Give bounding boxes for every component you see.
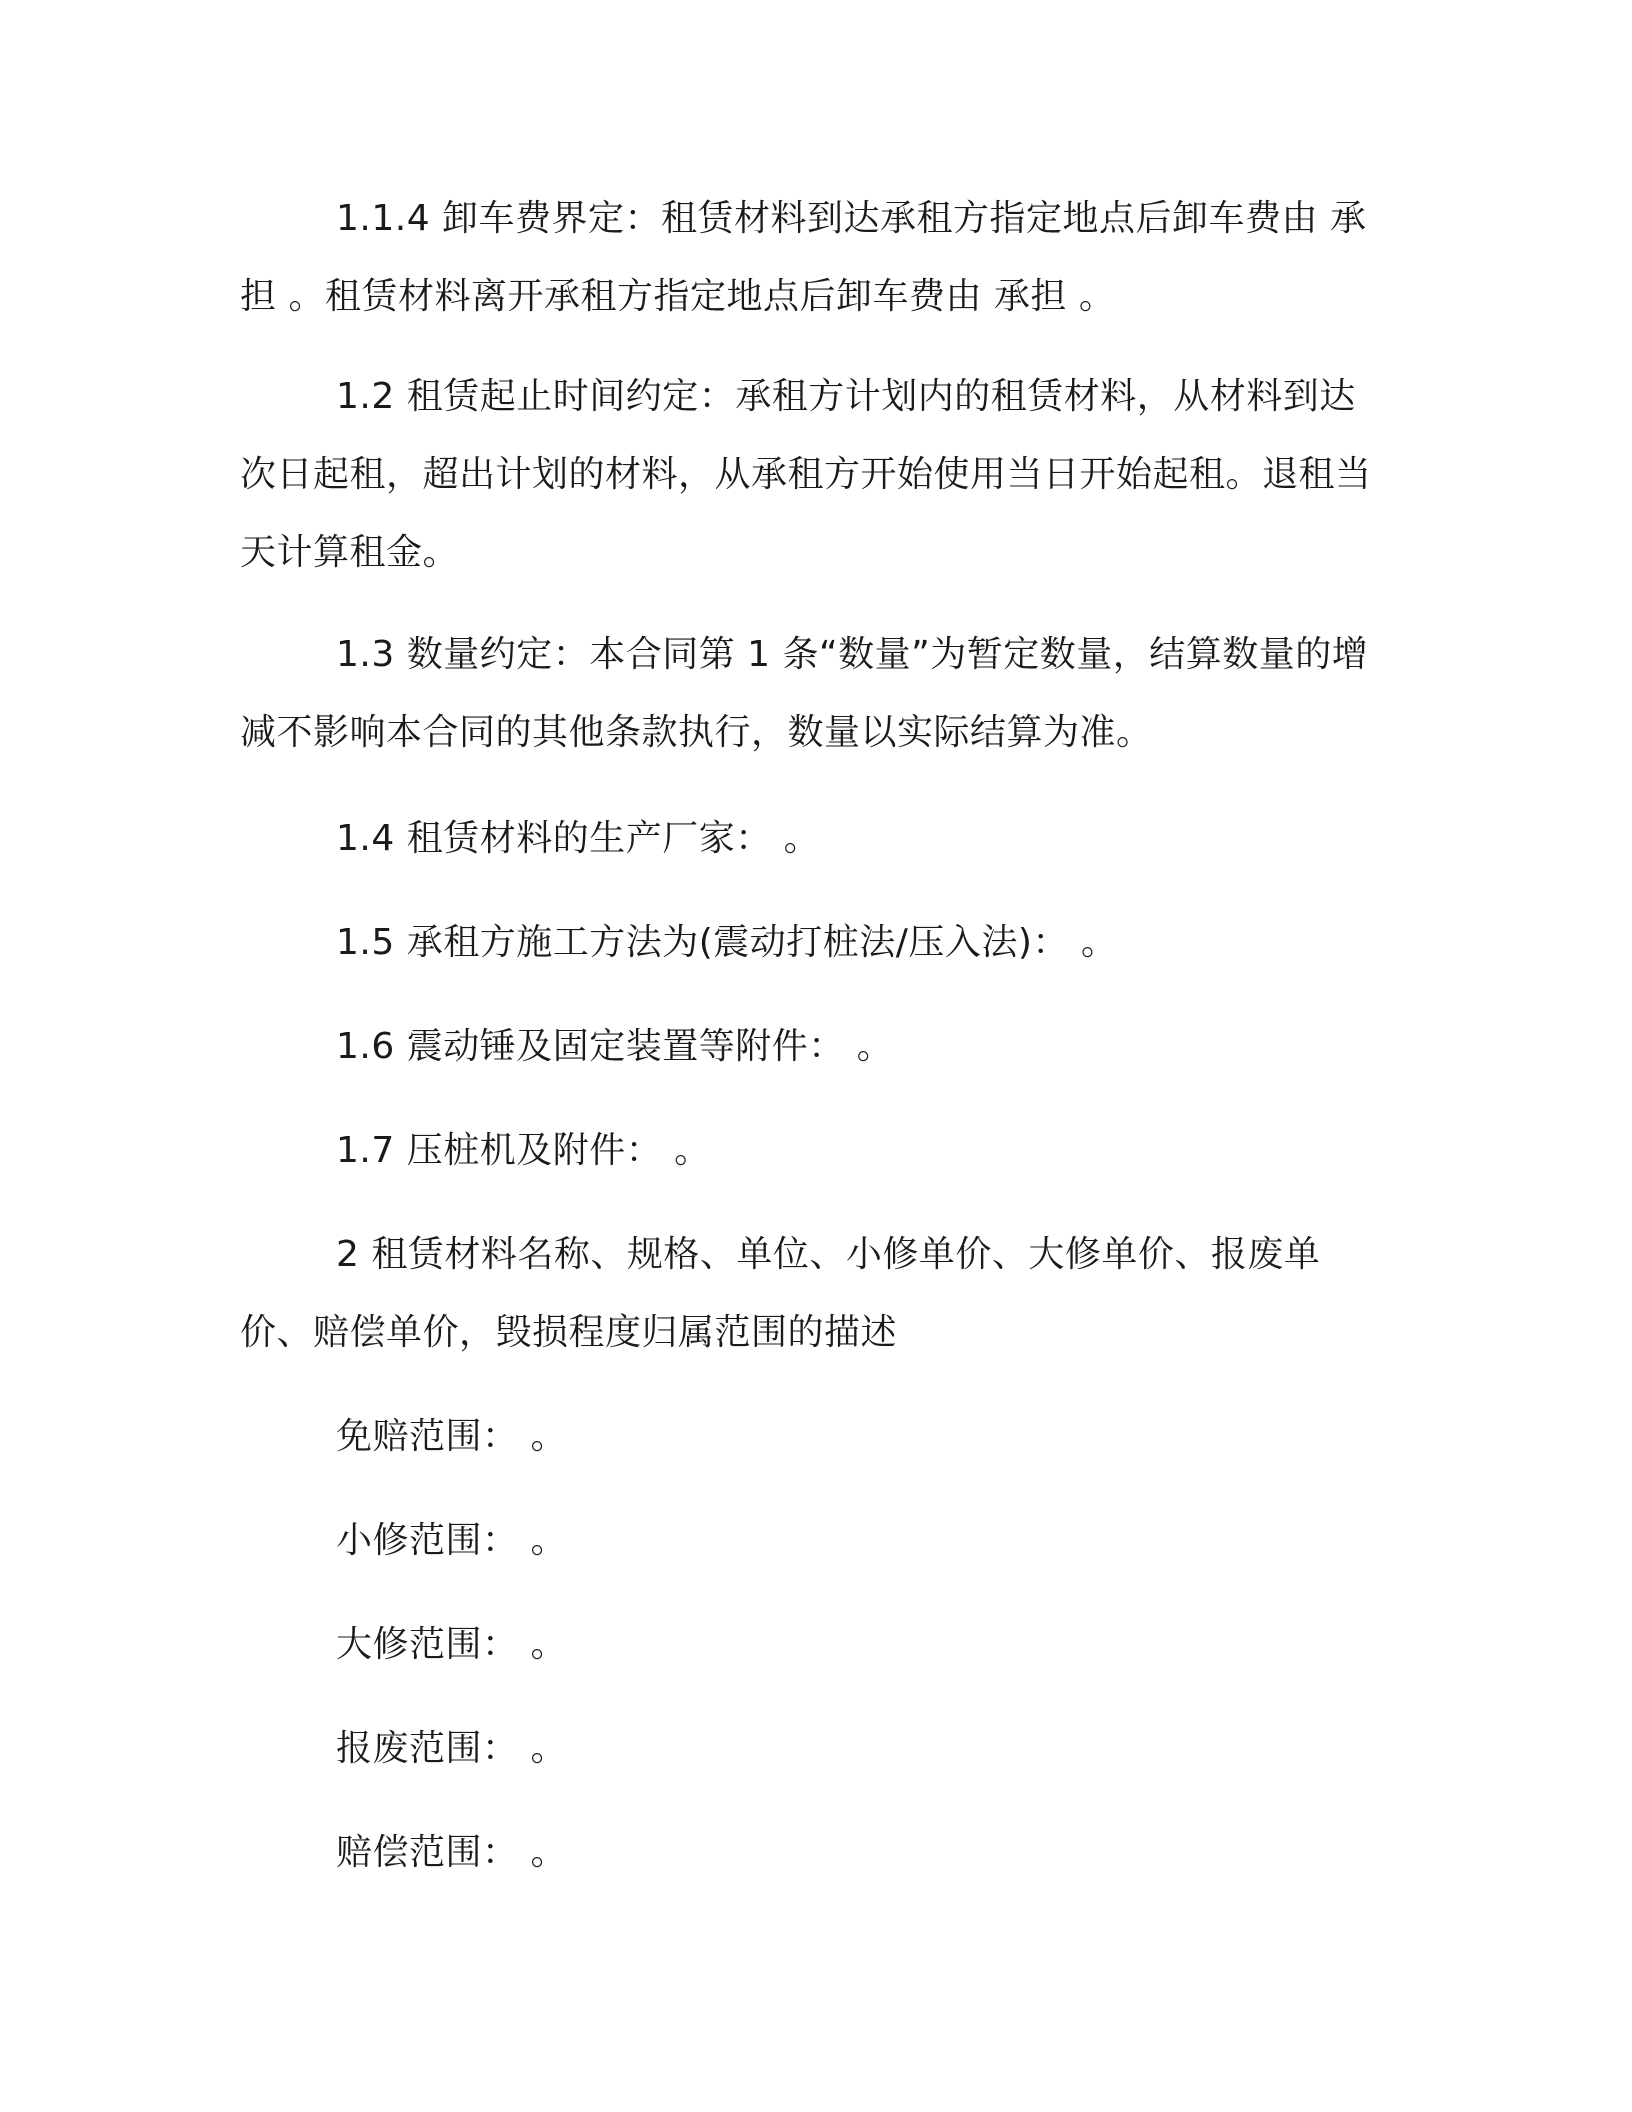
scope-compensation: 赔偿范围： 。 (336, 1832, 567, 1873)
scope-scrap: 报废范围： 。 (336, 1728, 567, 1769)
clause-1-1-4-unloading-fee: 1.1.4 卸车费界定：租赁材料到达承租方指定地点后卸车费由 承担 。租赁材料离开承租方指定地点后卸车费由 承担 。 (240, 198, 1367, 317)
clause-1-3-quantity: 1.3 数量约定：本合同第 1 条“数量”为暂定数量，结算数量的增减不影响本合同的其他条款执行，数量以实际结算为准。 (240, 634, 1369, 753)
clause-1-2-rental-period: 1.2 租赁起止时间约定：承租方计划内的租赁材料，从材料到达次日起租，超出计划的材料，从承租方开始使用当日开始起租。退租当天计算租金。 (240, 376, 1372, 573)
clause-1-5-construction-method: 1.5 承租方施工方法为(震动打桩法/压入法)： 。 (336, 922, 1118, 963)
clause-1-7-pile-press: 1.7 压桩机及附件： 。 (336, 1130, 711, 1171)
clause-1-4-manufacturer: 1.4 租赁材料的生产厂家： 。 (336, 818, 821, 859)
scope-major-repair: 大修范围： 。 (336, 1624, 567, 1665)
scope-minor-repair: 小修范围： 。 (336, 1520, 567, 1561)
clause-2-material-description: 2 租赁材料名称、规格、单位、小修单价、大修单价、报废单价、赔偿单价，毁损程度归属范围的描述 (240, 1234, 1321, 1353)
scope-exempt: 免赔范围： 。 (336, 1416, 567, 1457)
clause-1-6-vibration-hammer: 1.6 震动锤及固定装置等附件： 。 (336, 1026, 894, 1067)
